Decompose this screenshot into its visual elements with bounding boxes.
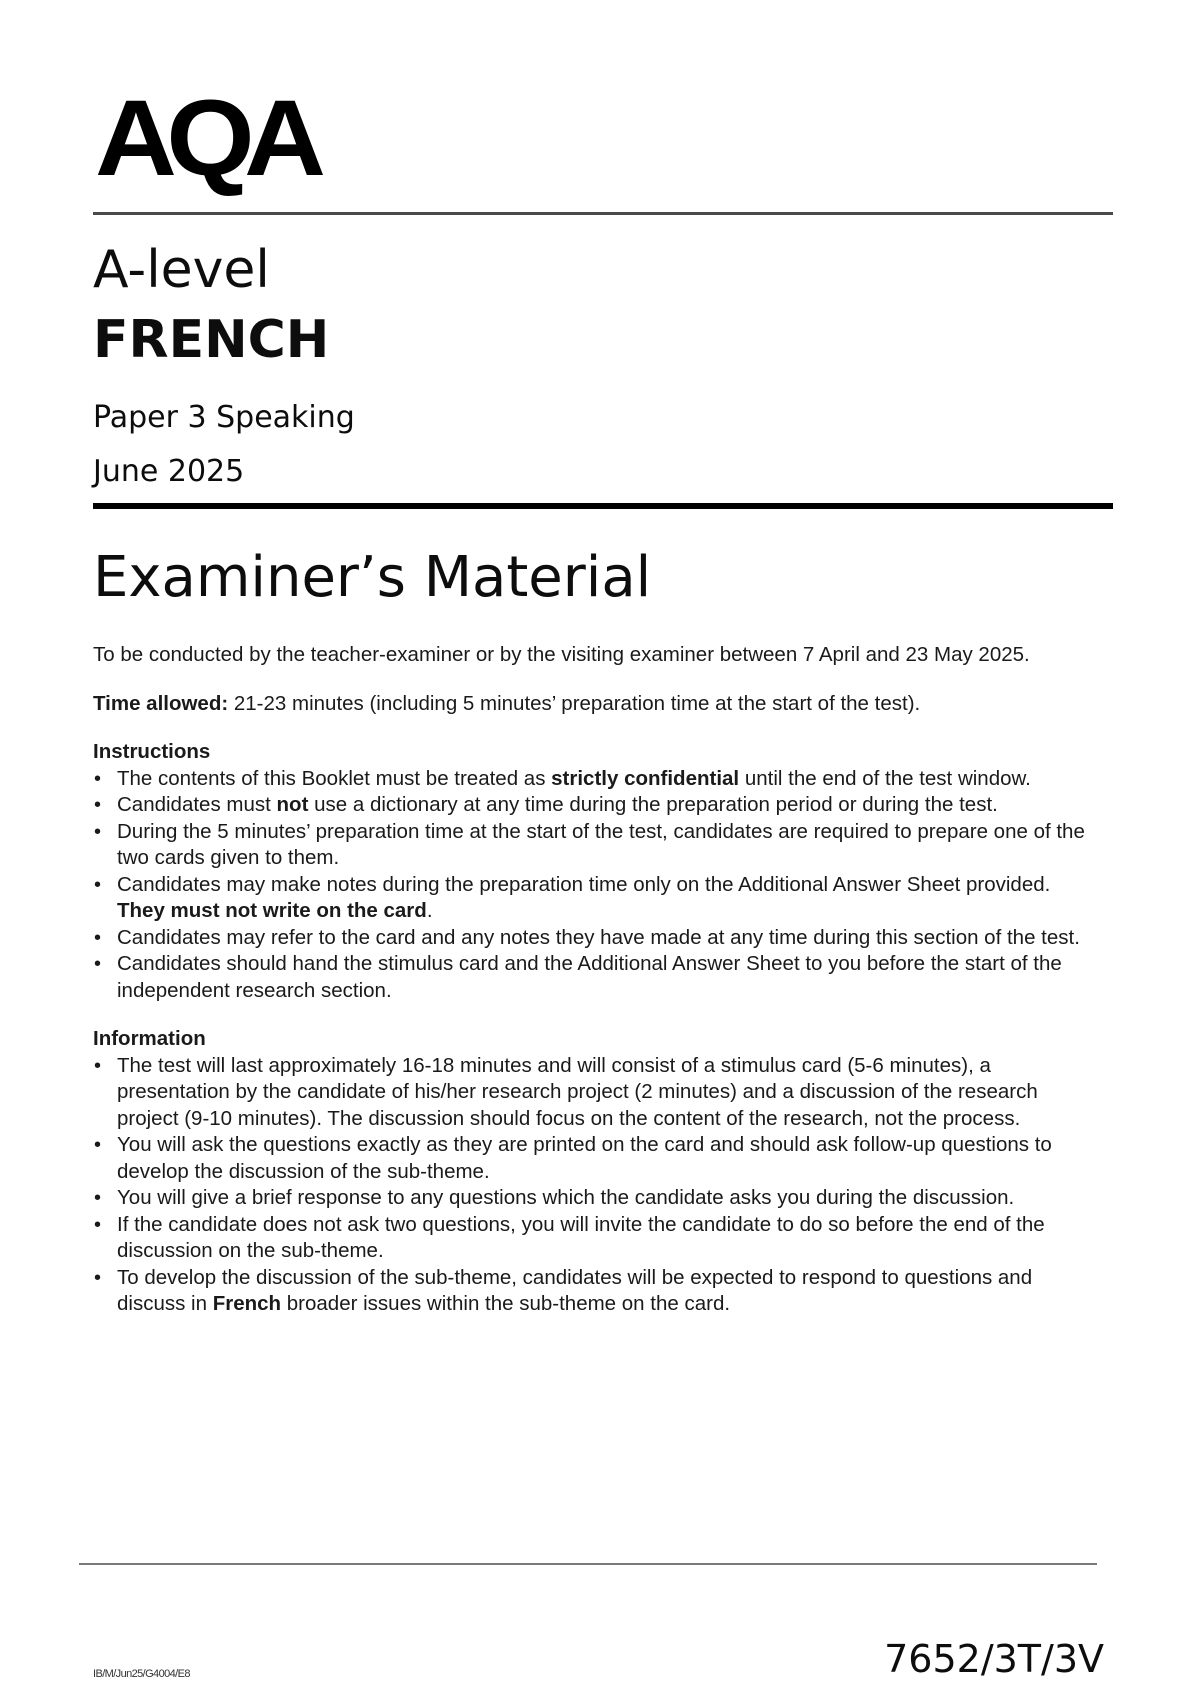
time-allowed (93, 691, 1093, 718)
conduct-statement: To be conducted by the teacher-examiner or by the visiting examiner between 7 April and 23 May 2025. (93, 643, 1030, 666)
exam-date: June 2025 (93, 454, 245, 489)
instruction-item: • Candidates should hand the stimulus card and the Additional Answer Sheet to you before the start of the independent research section. (93, 951, 1093, 1004)
specification-code: 7652/3T/3V (884, 1637, 1104, 1681)
information-item: • You will give a brief response to any questions which the candidate asks you during the discussion. (93, 1185, 1093, 1212)
paper-name: Paper 3 Speaking (93, 400, 355, 435)
instruction-item: • Candidates may refer to the card and any notes they have made at any time during this section of the test. (93, 925, 1093, 952)
instructions-list (93, 766, 1093, 1005)
aqa-logo: AQA (95, 77, 316, 198)
information-item: • The test will last approximately 16-18 minutes and will consist of a stimulus card (5-6 minutes), a presentation by the candidate of his/her research project (2 minutes) and a discussion of the research project (9-10 minutes). The discussion should focus on the content of the research, not the process. (93, 1053, 1093, 1133)
time-allowed-label: Time allowed: (93, 691, 229, 715)
information-list (93, 1053, 1093, 1318)
footer-divider (79, 1563, 1097, 1565)
instruction-item: • Candidates must not use a dictionary at any time during the preparation period or during the test. (93, 792, 1093, 819)
header-divider (93, 212, 1113, 215)
document-title: Examiner’s Material (93, 545, 652, 610)
instructions-heading: Instructions (93, 740, 211, 763)
information-item: • To develop the discussion of the sub-theme, candidates will be expected to respond to questions and discuss in French broader issues within the sub-theme on the card. (93, 1265, 1093, 1318)
information-item: • You will ask the questions exactly as they are printed on the card and should ask follow-up questions to develop the discussion of the sub-theme. (93, 1132, 1093, 1185)
information-item: • If the candidate does not ask two questions, you will invite the candidate to do so before the end of the discussion on the sub-theme. (93, 1212, 1093, 1265)
title-divider (93, 503, 1113, 509)
instruction-item: • During the 5 minutes’ preparation time at the start of the test, candidates are required to prepare one of the two cards given to them. (93, 819, 1093, 872)
time-allowed-text: 21-23 minutes (including 5 minutes’ preparation time at the start of the test). (228, 691, 921, 715)
subject-title: FRENCH (93, 310, 330, 370)
document-reference: IB/M/Jun25/G4004/E8 (93, 1668, 190, 1680)
information-heading: Information (93, 1027, 206, 1050)
document-body (93, 642, 1093, 1318)
instruction-item: • Candidates may make notes during the preparation time only on the Additional Answer Sheet provided. They must not write on the card. (93, 872, 1093, 925)
qualification-level: A-level (93, 240, 270, 300)
instruction-item: • The contents of this Booklet must be treated as strictly confidential until the end of the test window. (93, 766, 1093, 793)
